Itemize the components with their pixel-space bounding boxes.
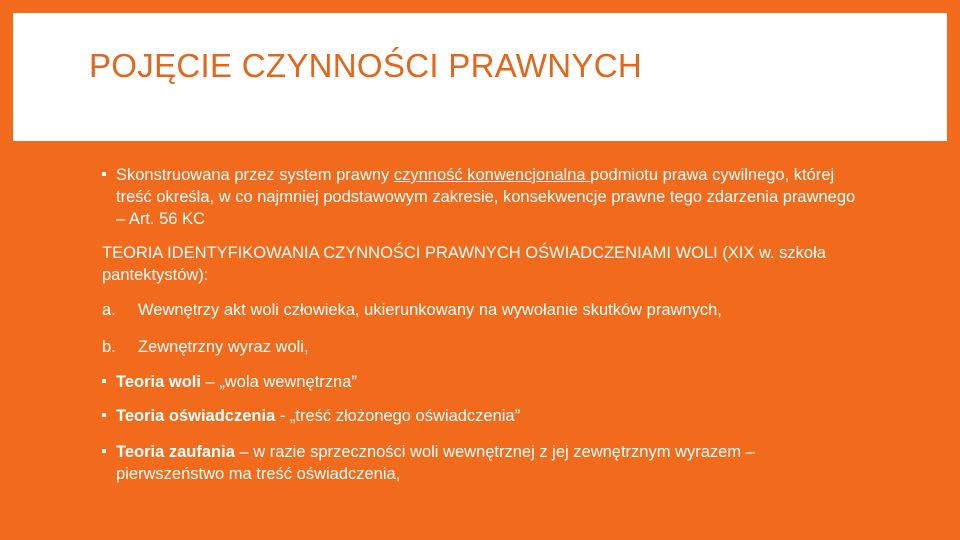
bullet-icon [102,172,106,176]
bullet-icon [102,449,106,453]
theory-desc: – „wola wewnętrzna” [200,373,357,391]
theory-desc: - „treść złożonego oświadczenia” [275,407,521,425]
enum-item-a [102,299,722,321]
enum-marker: b. [102,338,116,356]
definition-underlined: czynność konwencjonalna [393,166,591,184]
enum-item-b [102,336,309,358]
enum-text: Zewnętrzny wyraz woli, [138,338,309,356]
bullet-icon [102,413,106,417]
theory-text [116,441,856,485]
theory-name: Teoria zaufania [116,443,235,461]
theory-desc: – w razie sprzeczności woli wewnętrznej z jej zewnętrznym wyrazem – pierwszeństwo ma treść oświadczenia, [116,443,755,483]
theory-name: Teoria woli [116,373,201,391]
theory-text [116,371,856,393]
definition-text [116,164,856,230]
definition-part1: Skonstruowana przez system prawny [116,166,394,184]
slide-title: POJĘCIE CZYNNOŚCI PRAWNYCH [89,47,642,84]
bullet-icon [102,379,106,383]
enum-marker: a. [102,301,116,319]
theory-name: Teoria oświadczenia [116,407,276,425]
theory-heading: TEORIA IDENTYFIKOWANIA CZYNNOŚCI PRAWNYCH OŚWIADCZENIAMI WOLI (XIX w. szkoła pantektystów): [102,244,826,284]
theory-text [116,405,856,427]
definition-part2: podmiotu prawa cywilnego, której treść określa, w co najmniej podstawowym zakresie, konsekwencje prawne tego zdarzenia prawnego – Art. 56 KC [116,166,856,228]
enum-text: Wewnętrzy akt woli człowieka, ukierunkowany na wywołanie skutków prawnych, [138,301,722,319]
